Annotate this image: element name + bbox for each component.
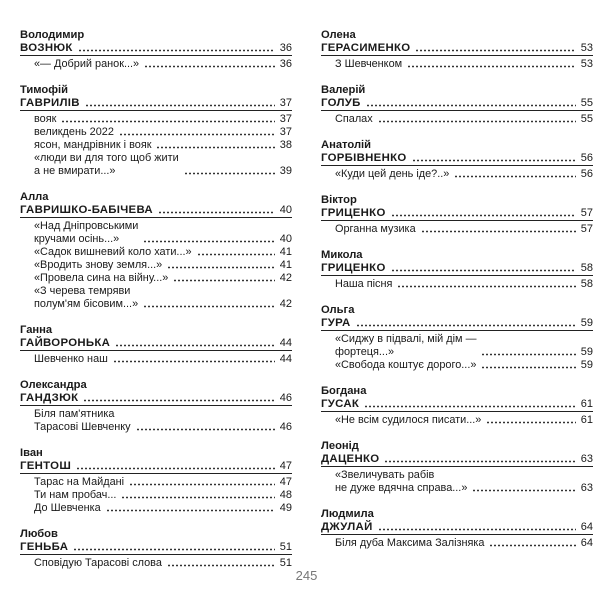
author-first-name: Ольга [321,304,355,316]
dot-leader [156,146,274,149]
author-page-number: 40 [279,204,292,216]
author-entry [321,304,593,372]
dot-leader [454,175,575,178]
author-surname-row [20,541,292,555]
author-page-number: 53 [580,42,593,54]
author-surname-row [20,42,292,56]
work-page-number: 55 [580,113,593,125]
work-entry[interactable] [20,58,292,71]
work-entry[interactable] [321,113,593,126]
work-title [335,359,476,372]
author-entry [321,194,593,236]
table-of-contents [20,29,593,569]
author-surname: ДАЦЕНКО [321,453,380,465]
author-surname-row [20,392,292,406]
author-surname-row [321,207,593,221]
author-surname: ГАНДЗЮК [20,392,79,404]
dot-leader [115,344,275,347]
dot-leader [129,483,275,486]
work-title-line: Спалах [335,113,373,125]
author-entry [321,508,593,550]
author-page-number: 61 [580,398,593,410]
dot-leader [366,104,576,107]
author-page-number: 56 [580,152,593,164]
work-page-number: 63 [580,482,593,494]
work-title-line: Шевченко наш [34,353,108,365]
dot-leader [136,428,275,431]
work-title [34,502,101,515]
work-title [34,113,56,126]
author-surname-row [321,521,593,535]
work-title [335,223,416,236]
work-title [335,113,373,126]
author-entry [321,249,593,291]
dot-leader [391,214,576,217]
dot-leader [173,279,274,282]
dot-leader [489,544,575,547]
work-title [335,414,481,427]
dot-leader [119,133,275,136]
dot-leader [391,269,576,272]
dot-leader [472,489,575,492]
work-title-line: «люди ви для того щоб жити [34,152,179,164]
author-entry [321,440,593,495]
author-surname: ГУРА [321,317,351,329]
work-title-line: «З черева темряви [34,285,131,297]
dot-leader [412,159,576,162]
work-page-number: 59 [580,359,593,371]
dot-leader [167,564,275,567]
author-page-number: 51 [279,541,292,553]
dot-leader [481,353,575,356]
work-page-number: 48 [279,489,292,501]
author-first-name: Тимофій [20,84,69,96]
author-first-name: Віктор [321,194,357,206]
author-first-name: Олександра [20,379,87,391]
author-entry [20,528,292,570]
work-title-line: «Куди цей день іде?..» [335,168,450,180]
work-entry[interactable] [321,58,593,71]
author-first-name: Алла [20,191,49,203]
dot-leader [76,467,275,470]
author-surname: ГАВРИЛІВ [20,97,80,109]
author-surname-row [321,42,593,56]
dot-leader [61,120,274,123]
author-first-name: Анатолій [321,139,372,151]
work-title-line: З Шевченком [335,58,403,70]
author-page-number: 64 [580,521,593,533]
work-page-number: 61 [580,414,593,426]
work-title-line: «Свобода коштує дорого...» [335,359,477,371]
author-surname: ГУСАК [321,398,360,410]
dot-leader [378,120,576,123]
work-title-line: «Звеличувать рабів [335,469,435,481]
author-first-name: Іван [20,447,43,459]
work-title [34,476,124,489]
work-page-number: 56 [580,168,593,180]
dot-leader [158,211,275,214]
author-entry [321,29,593,71]
author-surname-row [20,204,292,218]
author-first-name: Людмила [321,508,374,520]
dot-leader [397,285,575,288]
work-entry[interactable] [321,469,593,495]
work-title-line: «Над Дніпровськими [34,220,139,232]
author-surname: ГАВРИШКО-БАБІЧЕВА [20,204,153,216]
dot-leader [78,49,275,52]
dot-leader [143,305,275,308]
work-entry[interactable] [20,408,292,434]
author-surname-row [321,398,593,412]
work-title [335,469,467,495]
work-title [34,353,108,366]
dot-leader [106,509,275,512]
author-page-number: 37 [279,97,292,109]
work-page-number: 39 [279,165,292,177]
author-first-name: Леонід [321,440,359,452]
author-entry [20,447,292,515]
dot-leader [356,324,576,327]
work-title [34,126,114,139]
work-entry[interactable] [20,489,292,502]
work-title [335,333,476,359]
author-surname-row [321,152,593,166]
author-page-number: 44 [279,337,292,349]
author-page-number: 55 [580,97,593,109]
work-page-number: 47 [279,476,292,488]
work-page-number: 38 [279,139,292,151]
work-title-line: Органна музика [335,223,416,235]
dot-leader [73,548,275,551]
author-surname: ГРИЦЕНКО [321,207,386,219]
work-title-line: Біля дуба Максима Залізняка [335,537,485,549]
author-entry [20,324,292,366]
dot-leader [197,253,275,256]
dot-leader [113,360,275,363]
dot-leader [486,421,575,424]
work-entry[interactable] [20,220,292,246]
author-surname: ВОЗНЮК [20,42,73,54]
work-title-line: «Сиджу в підвалі, мій дім — [335,333,477,345]
work-page-number: 44 [279,353,292,365]
author-surname-row [321,97,593,111]
work-title-line: «Вродить знову земля...» [34,259,163,271]
work-entry[interactable] [20,502,292,515]
work-page-number: 37 [279,126,292,138]
work-title [34,489,116,502]
work-page-number: 59 [580,346,593,358]
author-surname: ГАЙВОРОНЬКА [20,337,111,349]
work-title-line: вояк [34,113,57,125]
work-title-line: «— Добрий ранок...» [34,58,140,70]
work-page-number: 51 [279,557,292,569]
work-entry[interactable] [20,246,292,259]
work-entry[interactable] [20,285,292,311]
author-surname: ГОЛУБ [321,97,361,109]
work-title [34,220,138,246]
author-surname-row [20,337,292,351]
author-page-number: 47 [279,460,292,472]
toc-column-left [20,29,292,569]
work-page-number: 53 [580,58,593,70]
dot-leader [364,405,576,408]
work-title [34,272,168,285]
work-title-line: а не вмирати...» [34,165,116,177]
dot-leader [144,65,275,68]
work-page-number: 42 [279,298,292,310]
work-title-line: ясон, мандрівник і вояк [34,139,152,151]
author-first-name: Микола [321,249,363,261]
work-title-line: «Садок вишневий коло хати...» [34,246,192,258]
author-first-name: Любов [20,528,58,540]
author-entry [20,379,292,434]
author-page-number: 59 [580,317,593,329]
work-entry[interactable] [321,359,593,372]
work-entry[interactable] [20,259,292,272]
work-page-number: 64 [580,537,593,549]
author-surname: ГЕРАСИМЕНКО [321,42,411,54]
work-title-line: «Не всім судилося писати...» [335,414,482,426]
author-page-number: 46 [279,392,292,404]
author-first-name: Ганна [20,324,53,336]
work-title [335,58,402,71]
work-title-line: фортеця...» [335,346,395,358]
work-title-line: великдень 2022 [34,126,114,138]
work-entry[interactable] [20,476,292,489]
work-title-line: кручами осінь...» [34,233,120,245]
work-title-line: полум'ям бісовим...» [34,298,139,310]
dot-leader [184,172,275,175]
work-title [34,259,162,272]
author-page-number: 63 [580,453,593,465]
author-surname: ДЖУЛАЙ [321,521,373,533]
work-page-number: 58 [580,278,593,290]
toc-column-right [321,29,593,569]
work-title-line: Біля пам'ятника [34,408,115,420]
work-title [34,246,192,259]
work-title-line: До Шевченка [34,502,101,514]
author-first-name: Богдана [321,385,367,397]
author-entry [321,385,593,427]
work-page-number: 37 [279,113,292,125]
work-entry[interactable] [20,353,292,366]
work-page-number: 46 [279,421,292,433]
work-entry[interactable] [20,139,292,152]
author-page-number: 36 [279,42,292,54]
author-surname-row [20,97,292,111]
author-entry [20,191,292,311]
author-surname-row [321,317,593,331]
page-number: 245 [295,568,318,583]
work-title-line: Тарас на Майдані [34,476,125,488]
work-title [34,285,138,311]
author-surname-row [321,453,593,467]
work-page-number: 41 [279,259,292,271]
work-title-line: Наша пісня [335,278,393,290]
work-title-line: Тарасові Шевченку [34,421,131,433]
work-entry[interactable] [20,152,292,178]
author-surname: ГЕНЬБА [20,541,69,553]
author-first-name: Олена [321,29,356,41]
author-surname-row [321,262,593,276]
dot-leader [384,460,575,463]
dot-leader [407,65,576,68]
work-title [34,58,139,71]
work-entry[interactable] [20,113,292,126]
work-title-line: Ти нам пробач... [34,489,117,501]
work-page-number: 36 [279,58,292,70]
work-title [34,139,151,152]
author-entry [20,29,292,71]
dot-leader [421,230,576,233]
dot-leader [415,49,575,52]
author-page-number: 57 [580,207,593,219]
author-first-name: Валерій [321,84,366,96]
work-entry[interactable] [321,537,593,550]
work-page-number: 41 [279,246,292,258]
work-entry[interactable] [321,414,593,427]
dot-leader [85,104,275,107]
author-surname: ГЕНТОШ [20,460,72,472]
work-title [335,168,449,181]
author-surname-row [20,460,292,474]
dot-leader [83,399,274,402]
work-title [34,408,131,434]
author-entry [321,84,593,126]
work-entry[interactable] [321,278,593,291]
author-first-name: Володимир [20,29,85,41]
dot-leader [378,528,576,531]
author-entry [20,84,292,178]
dot-leader [121,496,274,499]
dot-leader [481,366,575,369]
work-entry[interactable] [321,168,593,181]
author-page-number: 58 [580,262,593,274]
author-entry [321,139,593,181]
author-surname: ГРИЦЕНКО [321,262,386,274]
work-entry[interactable] [20,126,292,139]
work-entry[interactable] [321,223,593,236]
work-title [335,537,484,550]
work-title-line: не дуже вдячна справа...» [335,482,468,494]
work-page-number: 49 [279,502,292,514]
work-title [34,152,179,178]
work-entry[interactable] [20,272,292,285]
dot-leader [167,266,275,269]
dot-leader [143,240,274,243]
author-surname: ГОРБІВНЕНКО [321,152,407,164]
work-title-line: Сповідую Тарасові слова [34,557,162,569]
work-page-number: 57 [580,223,593,235]
work-title-line: «Провела сина на війну...» [34,272,169,284]
work-entry[interactable] [321,333,593,359]
work-page-number: 42 [279,272,292,284]
work-page-number: 40 [279,233,292,245]
work-title [335,278,392,291]
